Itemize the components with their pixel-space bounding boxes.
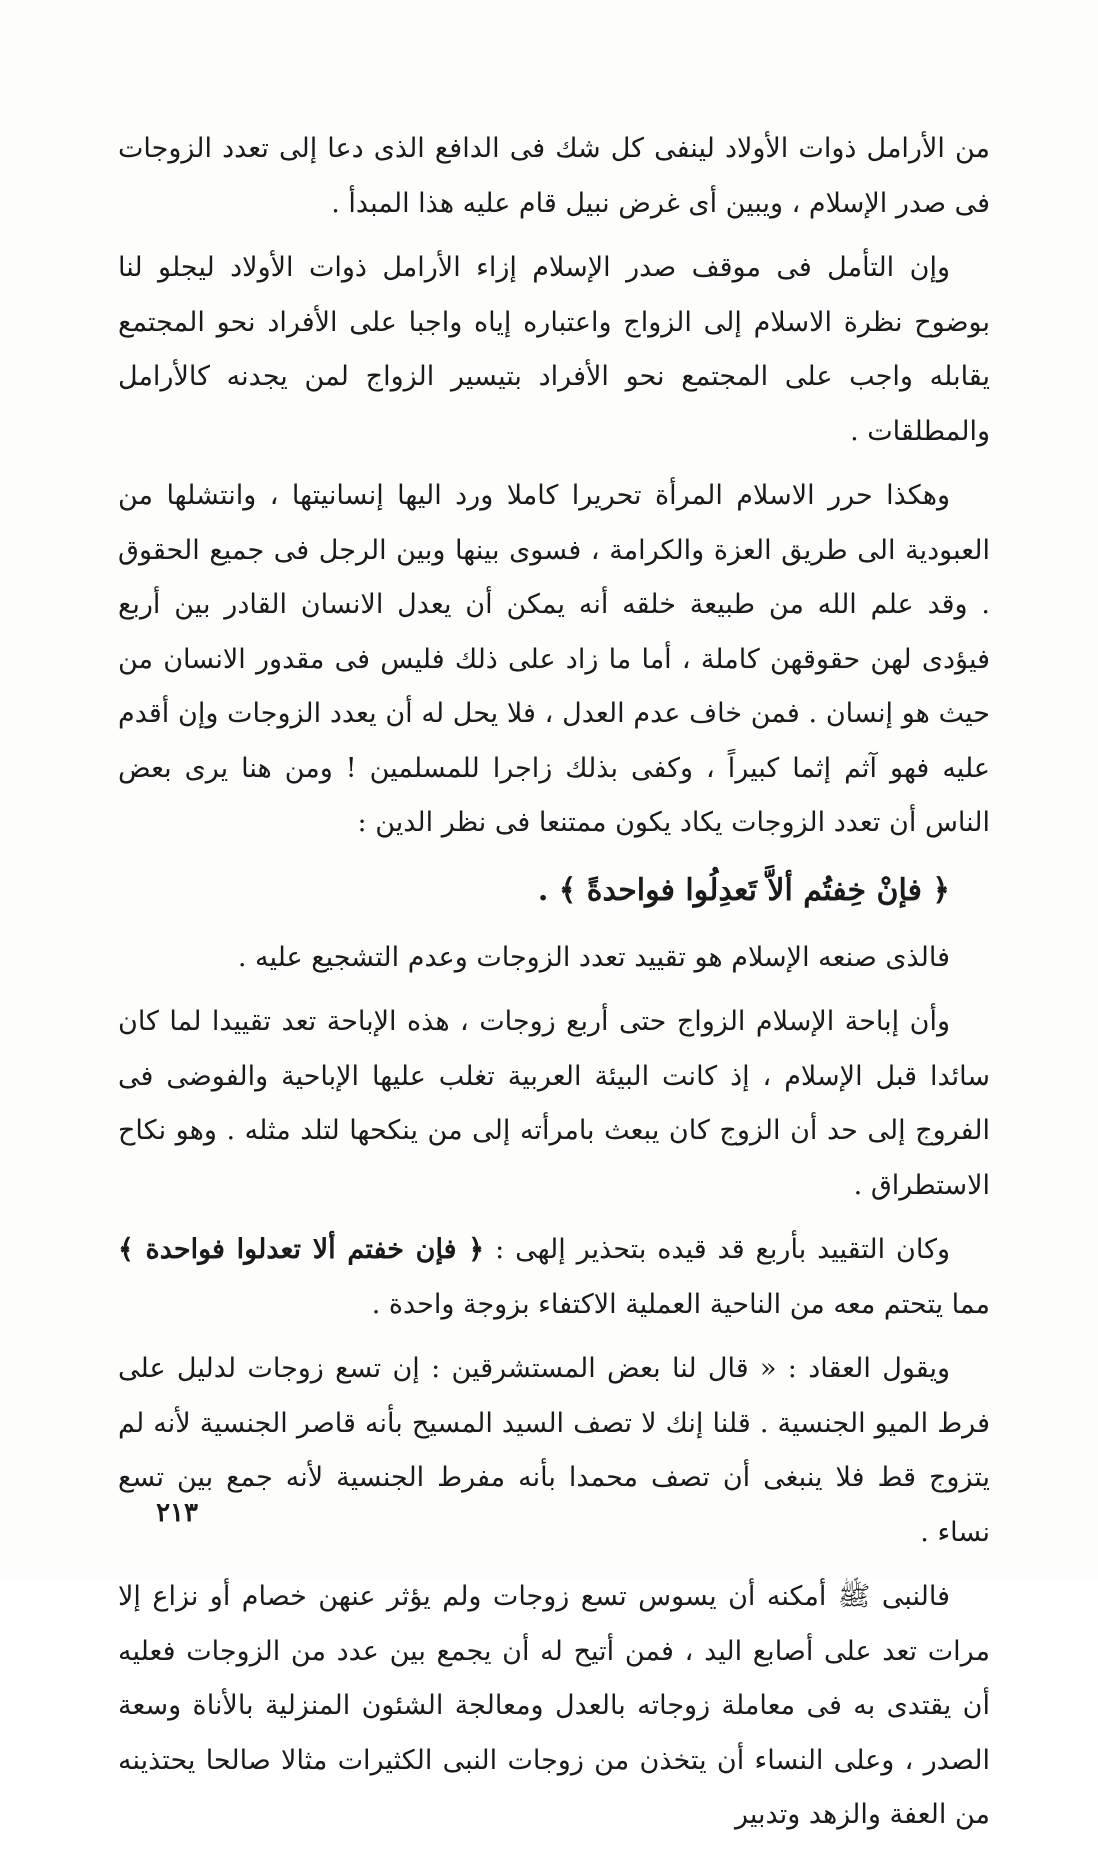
inline-quran-verse: ﴿ فإن خفتم ألا تعدلوا فواحدة ﴾ — [118, 1234, 485, 1265]
paragraph-restriction — [118, 1223, 990, 1332]
restriction-before: وكان التقييد بأربع قد قيده بتحذير إلهى : — [495, 1234, 950, 1265]
paragraph-6: ويقول العقاد : « قال لنا بعض المستشرقين : إن تسع زوجات لدليل على فرط الميو الجنسية . قلنا إنك لا تصف السيد المسيح بأنه قاصر الجنسية لأنه لم يتزوج قط فلا ينبغى أن تصف محمدا بأنه مفرط الجنسية لأنه جمع بين تسع نساء . — [118, 1353, 990, 1548]
body-text — [118, 122, 990, 1853]
paragraph-1: من الأرامل ذوات الأولاد لينفى كل شك فى الدافع الذى دعا إلى تعدد الزوجات فى صدر الإسلام ، ويبين أى غرض نبيل قام عليه هذا المبدأ . — [118, 133, 990, 219]
paragraph-7: فالنبى ﷺ أمكنه أن يسوس تسع زوجات ولم يؤثر عنهن خصام أو نزاع إلا مرات تعد على أصابع اليد ، فمن أتيح له أن يجمع بين عدد من الزوجات فعليه أن يقتدى به فى معاملة زوجاته بالعدل ومعالجة الشئون المنزلية بالأناة وسعة الصدر ، وعلى النساء أن يتخذن من زوجات النبى الكثيرات مثالا صالحا يحتذينه من العفة والزهد وتدبير — [118, 1581, 990, 1830]
paragraph-2: وإن التأمل فى موقف صدر الإسلام إزاء الأرامل ذوات الأولاد ليجلو لنا بوضوح نظرة الاسلام إلى الزواج واعتباره إياه واجبا على الأفراد نحو المجتمع يقابله واجب على المجتمع نحو الأفراد بتيسير الزواج لمن يجدنه كالأرامل والمطلقات . — [118, 252, 990, 447]
restriction-after: مما يتحتم معه من الناحية العملية الاكتفاء بزوجة واحدة . — [371, 1288, 990, 1320]
paragraph-5: وأن إباحة الإسلام الزواج حتى أربع زوجات ، هذه الإباحة تعد تقييدا لما كان سائدا قبل الإسلام ، إذ كانت البيئة العربية تغلب عليها الإباحية والفوضى فى الفروج إلى حد أن الزوج كان يبعث بامرأته إلى من ينكحها لتلد مثله . وهو نكاح الاستطراق . — [118, 1006, 990, 1201]
paragraph-4: فالذى صنعه الإسلام هو تقييد تعدد الزوجات وعدم التشجيع عليه . — [237, 941, 950, 973]
page-number: ٢١٣ — [156, 1498, 198, 1528]
paragraph-3: وهكذا حرر الاسلام المرأة تحريرا كاملا ورد اليها إنسانيتها ، وانتشلها من العبودية الى طريق العزة والكرامة ، فسوى بينها وبين الرجل فى جميع الحقوق . وقد علم الله من طبيعة خلقه أنه يمكن أن يعدل الانسان القادر بين أربع فيؤدى لهن حقوقهن كاملة ، أما ما زاد على ذلك فليس فى مقدور الانسان من حيث هو إنسان . فمن خاف عدم العدل ، فلا يحل له أن يعدد الزوجات وإن أقدم عليه فهو آثم إثما كبيراً ، وكفى بذلك زاجرا للمسلمين ! ومن هنا يرى بعض الناس أن تعدد الزوجات يكاد يكون ممتنعا فى نظر الدين : — [118, 480, 990, 838]
quran-verse: ﴿ فإنْ خِفتُم ألاَّ تَعدِلُوا فواحدةً ﴾ . — [537, 872, 950, 908]
